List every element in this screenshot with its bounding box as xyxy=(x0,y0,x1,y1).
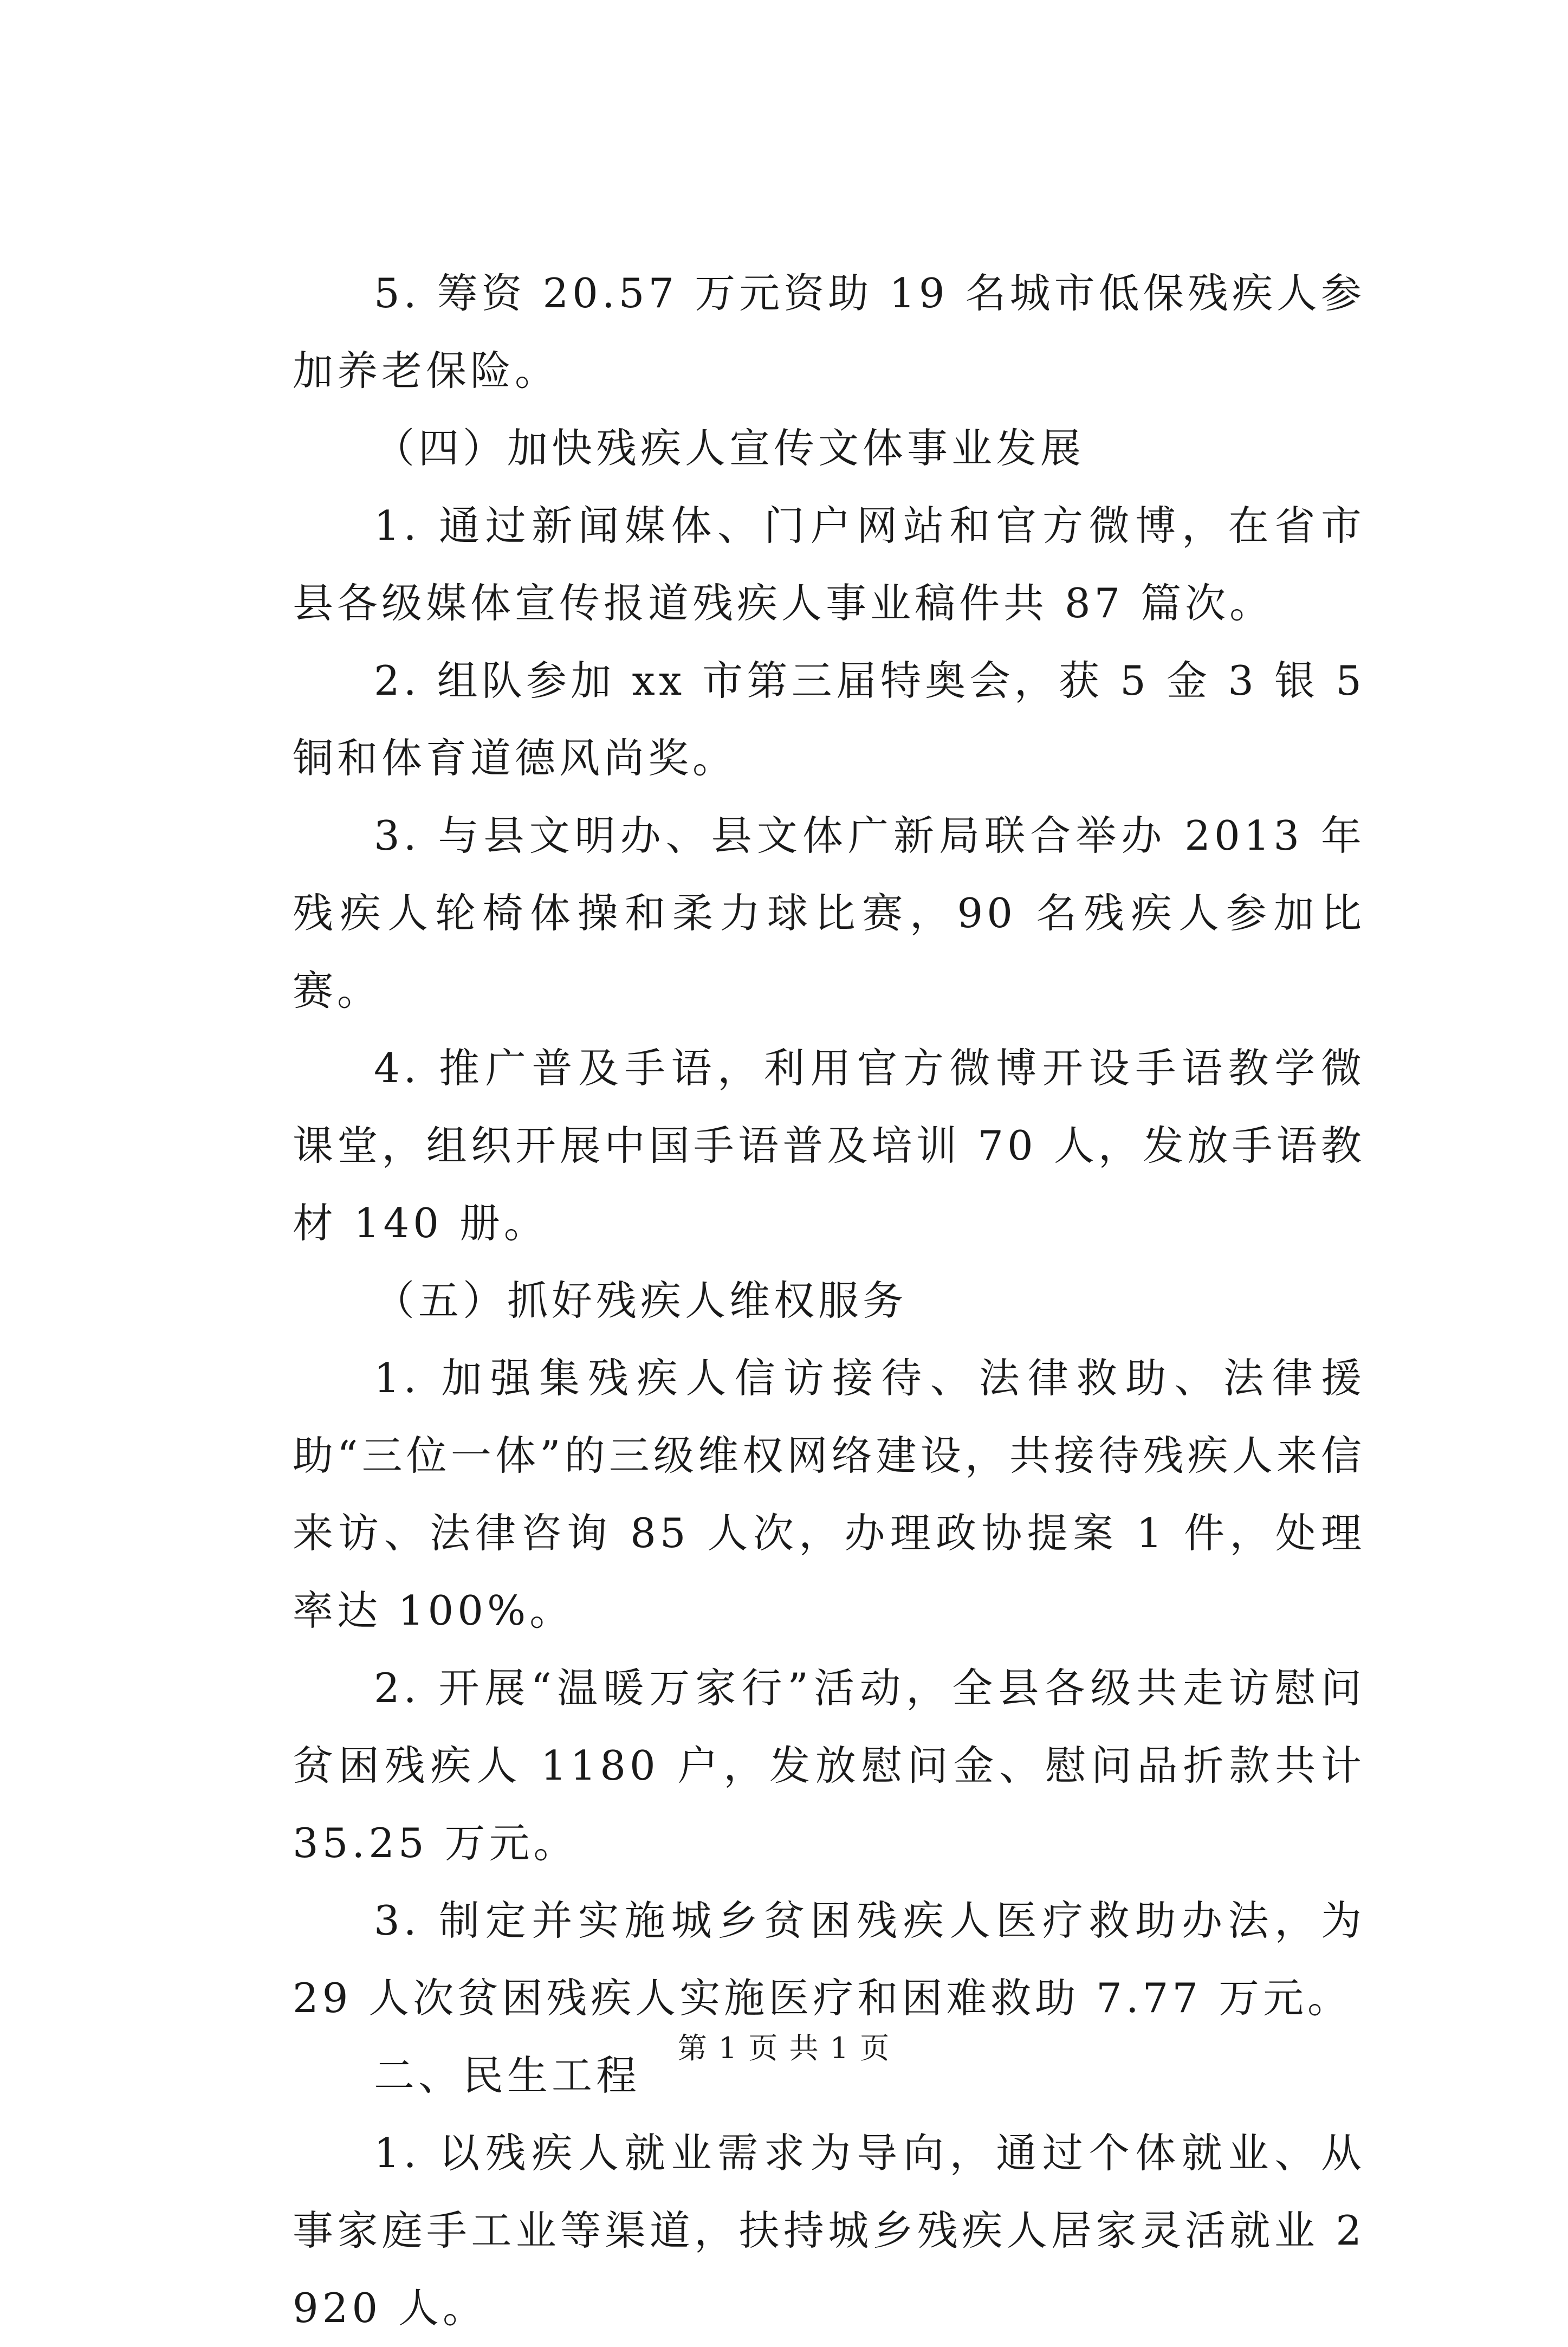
paragraph: 3. 制定并实施城乡贫困残疾人医疗救助办法，为 29 人次贫困残疾人实施医疗和困难救助 7.77 万元。 xyxy=(293,1897,1365,2022)
section-heading: 二、民生工程 xyxy=(374,2052,641,2099)
paragraph: 5. 筹资 20.57 万元资助 19 名城市低保残疾人参加养老保险。 xyxy=(293,269,1365,395)
section-heading: （五）抓好残疾人维权服务 xyxy=(374,1277,908,1324)
paragraph: 3. 与县文明办、县文体广新局联合举办 2013 年残疾人轮椅体操和柔力球比赛，90 名残疾人参加比赛。 xyxy=(293,812,1365,1014)
section-heading: （四）加快残疾人宣传文体事业发展 xyxy=(374,424,1085,472)
paragraph: 1. 以残疾人就业需求为导向，通过个体就业、从事家庭手工业等渠道，扶持城乡残疾人居家灵活就业 2920 人。 xyxy=(293,2129,1365,2332)
paragraph: 2. 组队参加 xx 市第三届特奥会，获 5 金 3 银 5 铜和体育道德风尚奖。 xyxy=(293,657,1365,782)
paragraph: 2. 开展“温暖万家行”活动，全县各级共走访慰问贫困残疾人 1180 户，发放慰问金、慰问品折款共计 35.25 万元。 xyxy=(293,1664,1365,1867)
paragraph: 1. 通过新闻媒体、门户网站和官方微博，在省市县各级媒体宣传报道残疾人事业稿件共 87 篇次。 xyxy=(293,502,1365,627)
paragraph: 1. 加强集残疾人信访接待、法律救助、法律援助“三位一体”的三级维权网络建设，共接待残疾人来信来访、法律咨询 85 人次，办理政协提案 1 件，处理率达 100%。 xyxy=(293,1354,1365,1634)
page-footer: 第 1 页 共 1 页 xyxy=(677,2031,891,2065)
paragraph: 4. 推广普及手语，利用官方微博开设手语教学微课堂，组织开展中国手语普及培训 70 人，发放手语教材 140 册。 xyxy=(293,1044,1365,1247)
